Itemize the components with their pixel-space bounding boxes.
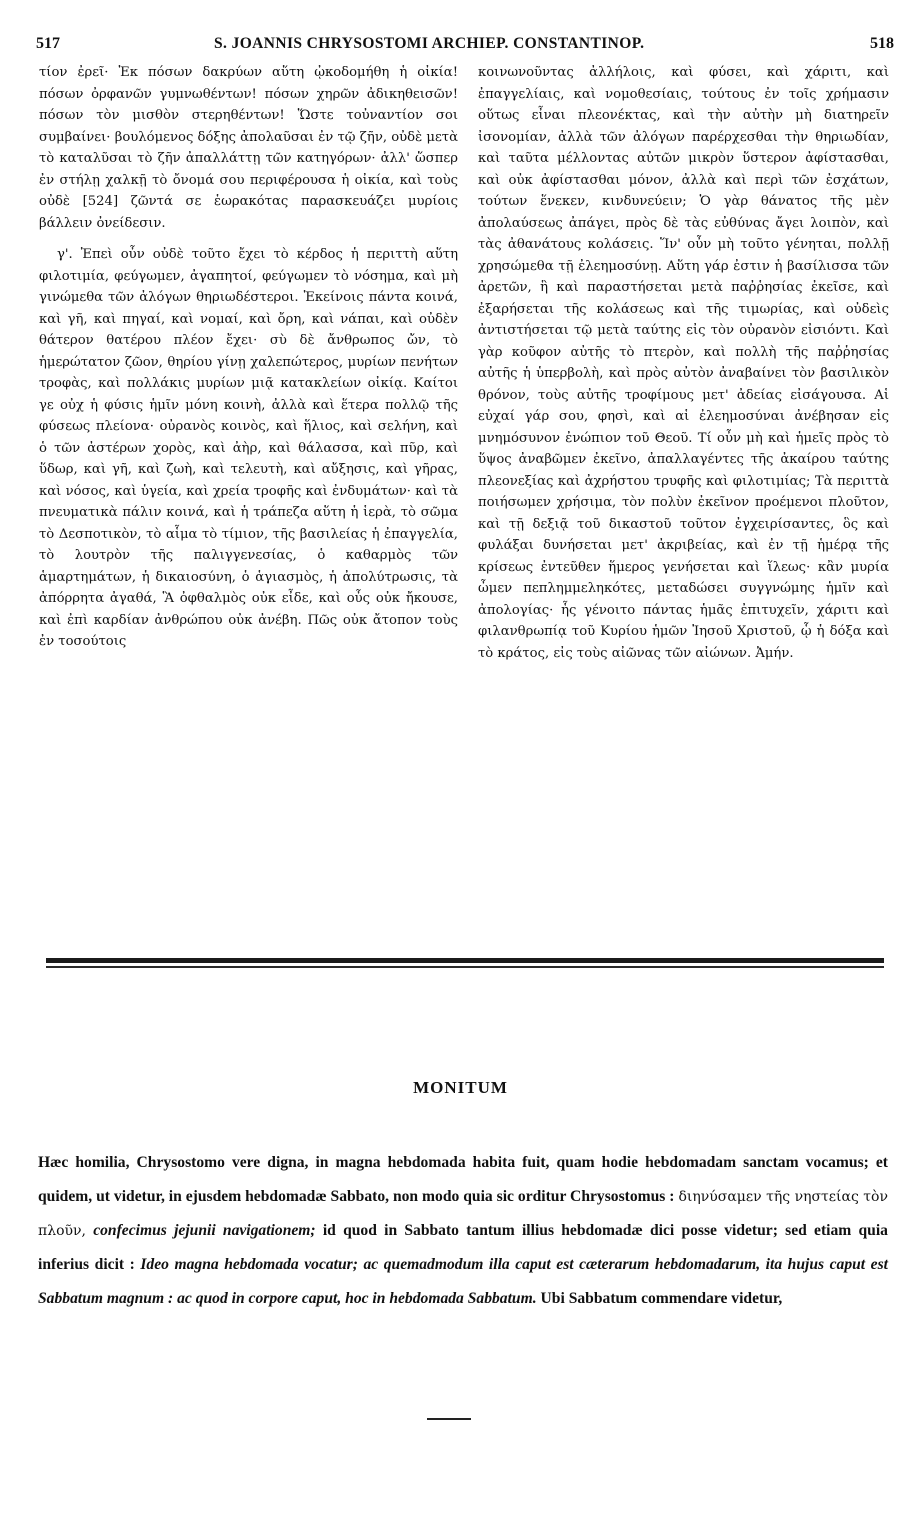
page-header (14, 35, 894, 57)
left-column-paragraph-1: τίον ἐρεῖ· Ἐκ πόσων δακρύων αὕτη ᾠκοδομήθη ἡ οἰκία! πόσων ὀρφανῶν γυμνωθέντων! πόσων χηρῶν ἀδικηθεισῶν! πόσων τὸν μισθὸν στερηθέντων! Ὥστε τοὐναντίον σοι συμβαίνει· βουλόμενος δόξης ἀπολαῦσαι ἐν τῷ ζῆν, οὐδὲ μετὰ τὸ καταλῦσαι τὸ ζῆν ἀπαλλάττῃ τῶν κατηγόρων· ἀλλ' ὥσπερ ἐν στήλῃ χαλκῇ τὸ ὄνομά σου περιφέρουσα ἡ οἰκία, καὶ τοὺς οὐδὲ [524] ζῶντά σε ἑωρακότας παρασκευάζει μυρίοις βάλλειν ὀνείδεσιν. (39, 65, 458, 231)
monitum-text-2: id quod in Sabbato tantum illius hebdomadæ dici posse videtur; sed etiam quia inferius dicit : (38, 1222, 888, 1273)
left-column-paragraph-2: γ'. Ἐπεὶ οὖν οὐδὲ τοῦτο ἔχει τὸ κέρδος ἡ περιττὴ αὕτη φιλοτιμία, φεύγωμεν, ἀγαπητοί, φεύγωμεν τὸ νόσημα, καὶ μὴ γινώμεθα τῶν ἀλόγων θηριωδέστεροι. Ἐκείνοις πάντα κοινά, καὶ γῆ, καὶ πηγαί, καὶ νομαί, καὶ ὄρη, καὶ νάπαι, καὶ οὐδὲν θάτερον θατέρου πλέον ἔχει· σὺ δὲ ἄνθρωπος ὤν, τὸ ἡμερώτατον ζῶον, θηρίου γίνῃ χαλεπώτερος, μυρίων πενήτων τροφὰς, καὶ πολλάκις μυρίων μιᾷ κατακλείων οἰκίᾳ. Καίτοι γε οὐχ ἡ φύσις ἡμῖν μόνη κοινὴ, ἀλλὰ καὶ ἕτερα πολλῷ τῆς φύσεως πλείονα· οὐρανὸς κοινὸς, καὶ ἥλιος, καὶ σελήνη, καὶ ὁ τῶν ἀστέρων χορὸς, καὶ ἀὴρ, καὶ θάλασσα, καὶ πῦρ, καὶ ὕδωρ, καὶ γῆ, καὶ ζωὴ, καὶ τελευτὴ, καὶ αὔξησις, καὶ γῆρας, καὶ νόσος, καὶ ὑγεία, καὶ χρεία τροφῆς καὶ ἐνδυμάτων· καὶ τὰ πνευματικὰ πάλιν κοινά, καὶ ἡ τράπεζα αὕτη ἡ ἱερὰ, τὸ σῶμα τὸ Δεσποτικὸν, τὸ αἷμα τὸ τίμιον, τῆς βασιλείας ἡ ἐπαγγελία, τὸ λουτρὸν τῆς παλιγγενεσίας, ὁ καθαρμὸς τῶν ἁμαρτημάτων, ἡ δικαιοσύνη, ὁ ἁγιασμὸς, ἡ ἀπολύτρωσις, τὰ ἀπόρρητα ἀγαθά, Ἃ ὀφθαλμὸς οὐκ εἶδε, καὶ οὖς οὐκ ἤκουσε, καὶ ἐπὶ καρδίαν ἀνθρώπου οὐκ ἀνέβη. Πῶς οὐκ ἄτοπον τοὺς ἐν τοσούτοις (39, 247, 458, 649)
monitum-text-1: Hæc homilia, Chrysostomo vere digna, in magna hebdomada habita fuit, quam hodie hebdomadam sanctam vocamus; et quidem, ut videtur, in ejusdem hebdomadæ Sabbato, non modo quia sic orditur Chrysostomus : (38, 1154, 888, 1205)
right-column (478, 62, 889, 664)
page-number-right: 518 (870, 35, 894, 52)
monitum-paragraph (38, 1146, 888, 1316)
monitum-text-3: Ubi Sabbatum commendare videtur, (536, 1290, 783, 1307)
monitum-greek-quote: διηνύσαμεν τῆς νηστείας τὸν πλοῦν, (38, 1189, 888, 1239)
monitum-latin-gloss: confecimus jejunii navigationem; (85, 1222, 316, 1239)
running-title: S. JOANNIS CHRYSOSTOMI ARCHIEP. CONSTANTINOP. (214, 35, 645, 52)
left-column (39, 62, 458, 653)
monitum-heading: MONITUM (413, 1078, 508, 1097)
section-divider-thin (46, 966, 884, 968)
page-number-left: 517 (36, 35, 60, 52)
right-column-paragraph-1: κοινωνοῦντας ἀλλήλοις, καὶ φύσει, καὶ χάριτι, καὶ ἐπαγγελίαις, καὶ νομοθεσίαις, τούτους ἐν τοῖς χρήμασιν οὕτως εἶναι πλεονέκτας, καὶ τὴν αὐτὴν μὴ διατηρεῖν ἰσονομίαν, ἀλλὰ τῶν ἀλόγων παρέρχεσθαι τὴν θηριωδίαν, καὶ ταῦτα μέλλοντας αὐτῶν μικρὸν ὕστερον ἀφίστασθαι, καὶ οὐκ ἀφίστασθαι μόνον, ἀλλὰ καὶ περὶ τῶν ἐσχάτων, τούτων ἕνεκεν, κινδυνεύειν; Ὁ γὰρ θάνατος τῆς μὲν ἀπολαύσεως ἀπάγει, πρὸς δὲ τὰς εὐθύνας ἄγει λοιπὸν, καὶ τὰς ἀθανάτους κολάσεις. Ἵν' οὖν μὴ τοῦτο γένηται, πολλῇ χρησώμεθα τῇ ἐλεημοσύνῃ. Αὕτη γάρ ἐστιν ἡ βασίλισσα τῶν ἀρετῶν, ἣ καὶ παραστήσεται μετὰ παῤῥησίας ἐκεῖσε, καὶ ἐξαρήσεται τῆς κολάσεως καὶ τῆς τιμωρίας, καὶ οὐδεὶς ἀντιστήσεται τῷ μετὰ ταύτης εἰς τὸν οὐρανὸν εἰσιόντι. Καὶ γὰρ κοῦφον αὐτῆς τὸ πτερὸν, καὶ πολλὴ τῆς παῤῥησίας αὐτῆς ἡ ὑπερβολὴ, καὶ πρὸς αὐτὸν ἀναβαίνει τὸν βασιλικὸν θρόνον, τοὺς αὐτῆς τροφίμους μετ' ἀδείας εἰσάγουσα. Αἱ εὐχαί γάρ σου, φησὶ, καὶ αἱ ἐλεημοσύναι ἀνέβησαν εἰς μνημόσυνον ἐνώπιον τοῦ Θεοῦ. Τί οὖν μὴ καὶ ἡμεῖς πρὸς τὸ ὕψος ἀναβῶμεν ἐκεῖνο, ἀπαλλαγέντες τῆς ἀκαίρου ταύτης πλεονεξίας καὶ ἀχρήστου τρυφῆς καὶ φιλοτιμίας; Τὰ περιττὰ ποιήσωμεν χρήσιμα, τὸν πολὺν ἐκεῖνον προέμενοι πλοῦτον, καὶ τῇ δεξιᾷ τοῦ δικαστοῦ τοῦτον ἐγχειρίσαντες, ὃς καὶ φυλάξαι δυνήσεται μετ' ἀκριβείας, καὶ ἐν τῇ ἡμέρᾳ τῆς κρίσεως ἐντεῦθεν ἥμερος γενήσεται καὶ ἵλεως· κἂν μυρία ὦμεν πεπλημμεληκότες, μεταδώσει συγγνώμης ἡμῖν καὶ ἀπολογίας· ἧς γένοιτο πάντας ἡμᾶς ἐπιτυχεῖν, χάριτι καὶ φιλανθρωπίᾳ τοῦ Κυρίου ἡμῶν Ἰησοῦ Χριστοῦ, ᾧ ἡ δόξα καὶ τὸ κράτος, εἰς τοὺς αἰῶνας τῶν αἰώνων. Ἀμήν. (478, 65, 889, 661)
closing-rule (427, 1418, 471, 1420)
monitum-latin-quote: Ideo magna hebdomada vocatur; ac quemadmodum illa caput est cæterarum hebdomadarum, ita hujus caput est Sabbatum magnum : ac quod in corpore caput, hoc in hebdomada Sabbatum. (38, 1256, 888, 1307)
section-divider-thick (46, 958, 884, 963)
